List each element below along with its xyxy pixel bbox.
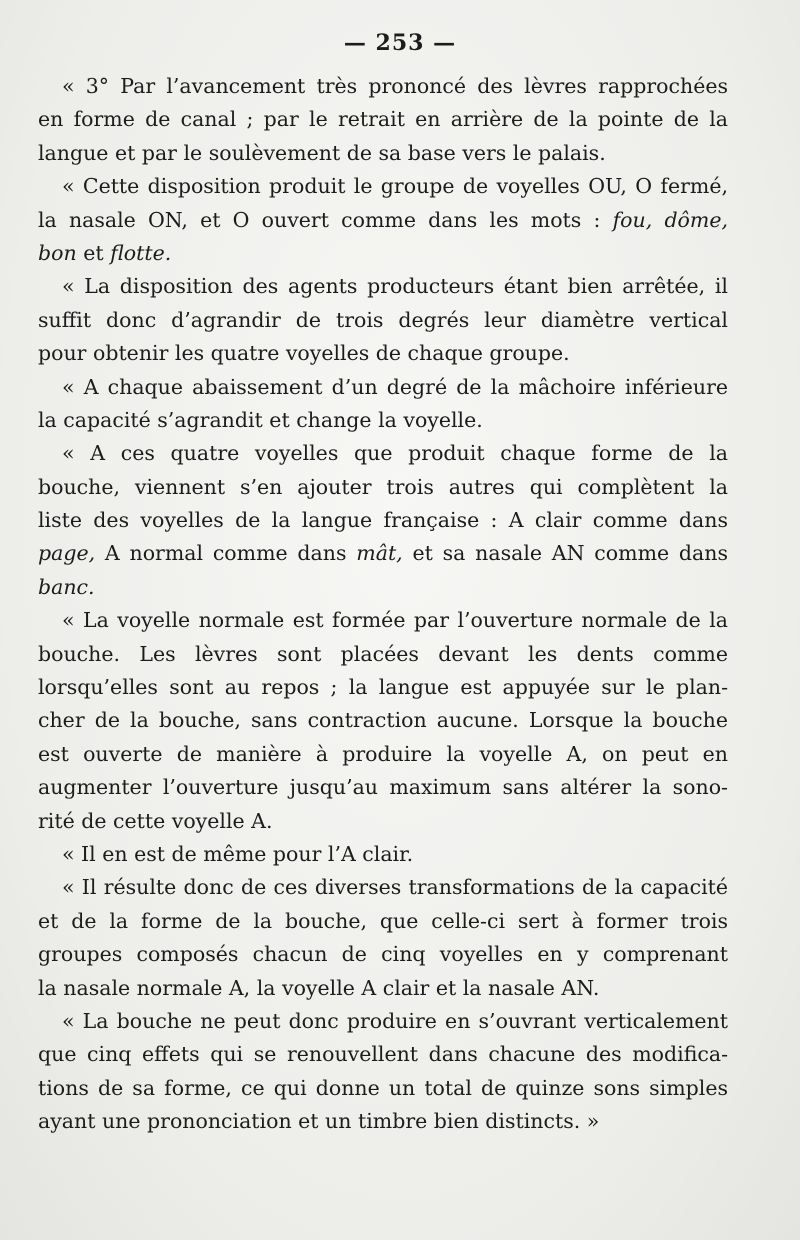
text-line: que cinq effets qui se renouvellent dans chacune des modifica- (38, 1042, 728, 1067)
text-line: banc. (38, 574, 95, 599)
text-line: suffit donc d’agrandir de trois degrés leur diamètre vertical (38, 307, 728, 332)
text-line: « A chaque abaissement d’un degré de la mâchoire inférieure (62, 374, 728, 399)
text-line: et de la forme de la bouche, que celle-ci sert à former trois (38, 908, 728, 933)
text-line: « Il résulte donc de ces diverses transformations de la capacité (62, 875, 728, 900)
text-line: « La bouche ne peut donc produire en s’ouvrant verticalement (62, 1008, 728, 1033)
text-line: pour obtenir les quatre voyelles de chaque groupe. (38, 341, 570, 366)
text-line: « La disposition des agents producteurs étant bien arrêtée, il (62, 274, 728, 299)
text-line: bouche, viennent s’en ajouter trois autres qui complètent la (38, 474, 728, 499)
text-line: la capacité s’agrandit et change la voyelle. (38, 407, 483, 432)
body-text (38, 70, 728, 1139)
text-line: augmenter l’ouverture jusqu’au maximum sans altérer la sono- (38, 775, 728, 800)
text-line: cher de la bouche, sans contraction aucune. Lorsque la bouche (38, 708, 728, 733)
text-line: liste des voyelles de la langue française : A clair comme dans (38, 508, 728, 533)
text-line: « Il en est de même pour l’A clair. (62, 841, 414, 866)
text-line: la nasale normale A, la voyelle A clair et la nasale AN. (38, 975, 600, 1000)
text-line: tions de sa forme, ce qui donne un total de quinze sons simples (38, 1075, 728, 1100)
text-line: groupes composés chacun de cinq voyelles en y comprenant (38, 942, 728, 967)
text-line: langue et par le soulèvement de sa base vers le palais. (38, 140, 606, 165)
text-line: bon et flotte. (38, 240, 172, 265)
text-line: la nasale ON, et O ouvert comme dans les mots : fou, dôme, (38, 207, 728, 232)
text-line: « Cette disposition produit le groupe de voyelles OU, O fermé, (62, 174, 728, 199)
text-line: en forme de canal ; par le retrait en arrière de la pointe de la (38, 107, 728, 132)
text-line: est ouverte de manière à produire la voyelle A, on peut en (38, 741, 728, 766)
page-number: — 253 — (343, 30, 457, 56)
text-line: « A ces quatre voyelles que produit chaque forme de la (62, 441, 728, 466)
text-line: « La voyelle normale est formée par l’ouverture normale de la (62, 608, 728, 633)
text-line: lorsqu’elles sont au repos ; la langue est appuyée sur le plan- (38, 675, 728, 700)
text-line: bouche. Les lèvres sont placées devant les dents comme (38, 641, 728, 666)
text-line: page, A normal comme dans mât, et sa nasale AN comme dans (38, 541, 728, 566)
text-line: « 3° Par l’avancement très prononcé des lèvres rapprochées (62, 74, 728, 98)
text-line: rité de cette voyelle A. (38, 808, 273, 833)
text-line: ayant une prononciation et un timbre bien distincts. » (38, 1109, 600, 1134)
